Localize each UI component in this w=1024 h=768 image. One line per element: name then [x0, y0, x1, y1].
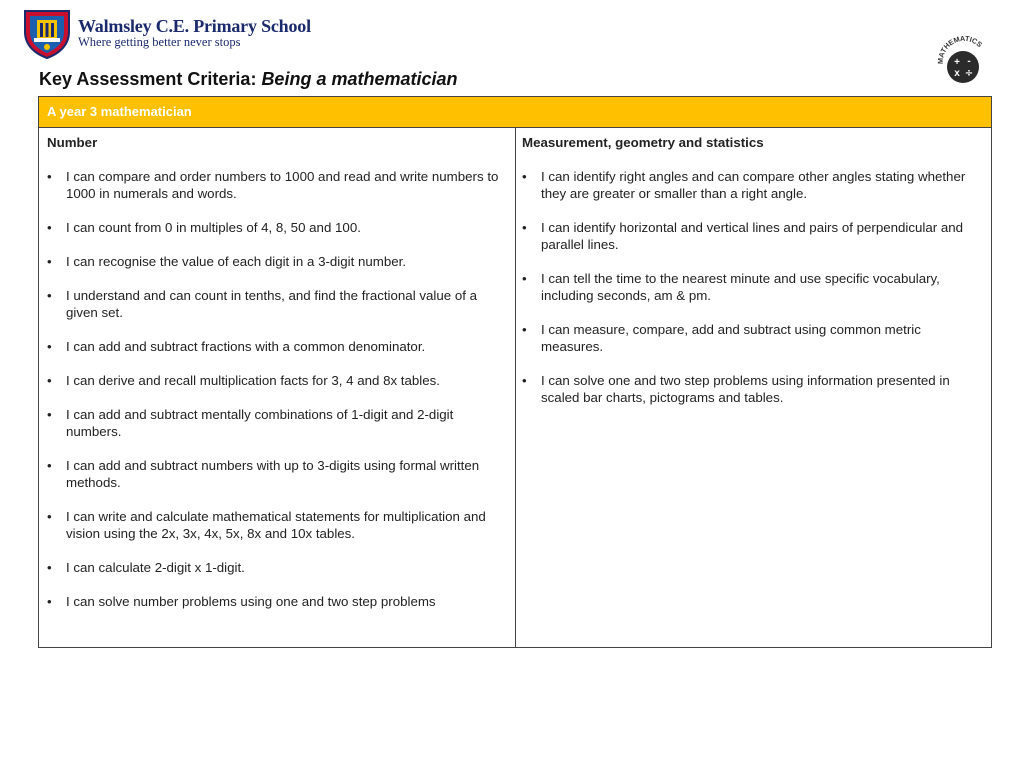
criterion-item: • I can calculate 2-digit x 1-digit. [47, 559, 509, 576]
criteria-table [38, 96, 992, 648]
table-header: A year 3 mathematician [39, 97, 991, 128]
measurement-column [516, 128, 991, 647]
criterion-item: • I can tell the time to the nearest minute and use specific vocabulary, including seconds, am & pm. [522, 270, 985, 304]
school-crest-icon [22, 8, 72, 60]
school-name: Walmsley C.E. Primary School [78, 16, 311, 36]
criterion-item: • I can identify right angles and can compare other angles stating whether they are greater or smaller than a right angle. [522, 168, 985, 202]
measurement-column-title: Measurement, geometry and statistics [522, 135, 764, 150]
number-column [39, 128, 516, 647]
criterion-item: • I can measure, compare, add and subtract using common metric measures. [522, 321, 985, 355]
criterion-item: • I can recognise the value of each digit in a 3-digit number. [47, 253, 509, 270]
criterion-item: • I can add and subtract numbers with up to 3-digits using formal written methods. [47, 457, 509, 491]
page-title-prefix: Key Assessment Criteria: [39, 69, 262, 89]
badge-label: MATHEMATICS [936, 34, 985, 65]
number-column-title: Number [47, 135, 98, 150]
divide-symbol: ÷ [964, 68, 974, 79]
plus-symbol: + [954, 57, 960, 68]
criterion-item: • I can identify horizontal and vertical lines and pairs of perpendicular and parallel lines. [522, 219, 985, 253]
criterion-item: • I understand and can count in tenths, and find the fractional value of a given set. [47, 287, 509, 321]
criterion-item: • I can solve one and two step problems using information presented in scaled bar charts, pictograms and tables. [522, 372, 985, 406]
criterion-item: • I can solve number problems using one and two step problems [47, 593, 509, 610]
page-title-emphasis: Being a mathematician [261, 69, 458, 89]
school-tagline: Where getting better never stops [78, 35, 241, 49]
mathematics-badge-icon [936, 34, 990, 84]
number-criteria-list [47, 168, 509, 610]
criterion-item: • I can write and calculate mathematical statements for multiplication and vision using the 2x, 3x, 4x, 5x, 8x and 10x tables. [47, 508, 509, 542]
criterion-item: • I can derive and recall multiplication facts for 3, 4 and 8x tables. [47, 372, 509, 389]
criterion-item: • I can count from 0 in multiples of 4, 8, 50 and 100. [47, 219, 509, 236]
criterion-item: • I can add and subtract fractions with a common denominator. [47, 338, 509, 355]
minus-symbol: - [967, 56, 971, 67]
criterion-item: • I can compare and order numbers to 1000 and read and write numbers to 1000 in numerals and words. [47, 168, 509, 202]
page-title [39, 68, 458, 90]
measurement-criteria-list [522, 168, 985, 406]
school-logo [22, 8, 311, 62]
criterion-item: • I can add and subtract mentally combinations of 1-digit and 2-digit numbers. [47, 406, 509, 440]
times-symbol: x [954, 68, 960, 79]
